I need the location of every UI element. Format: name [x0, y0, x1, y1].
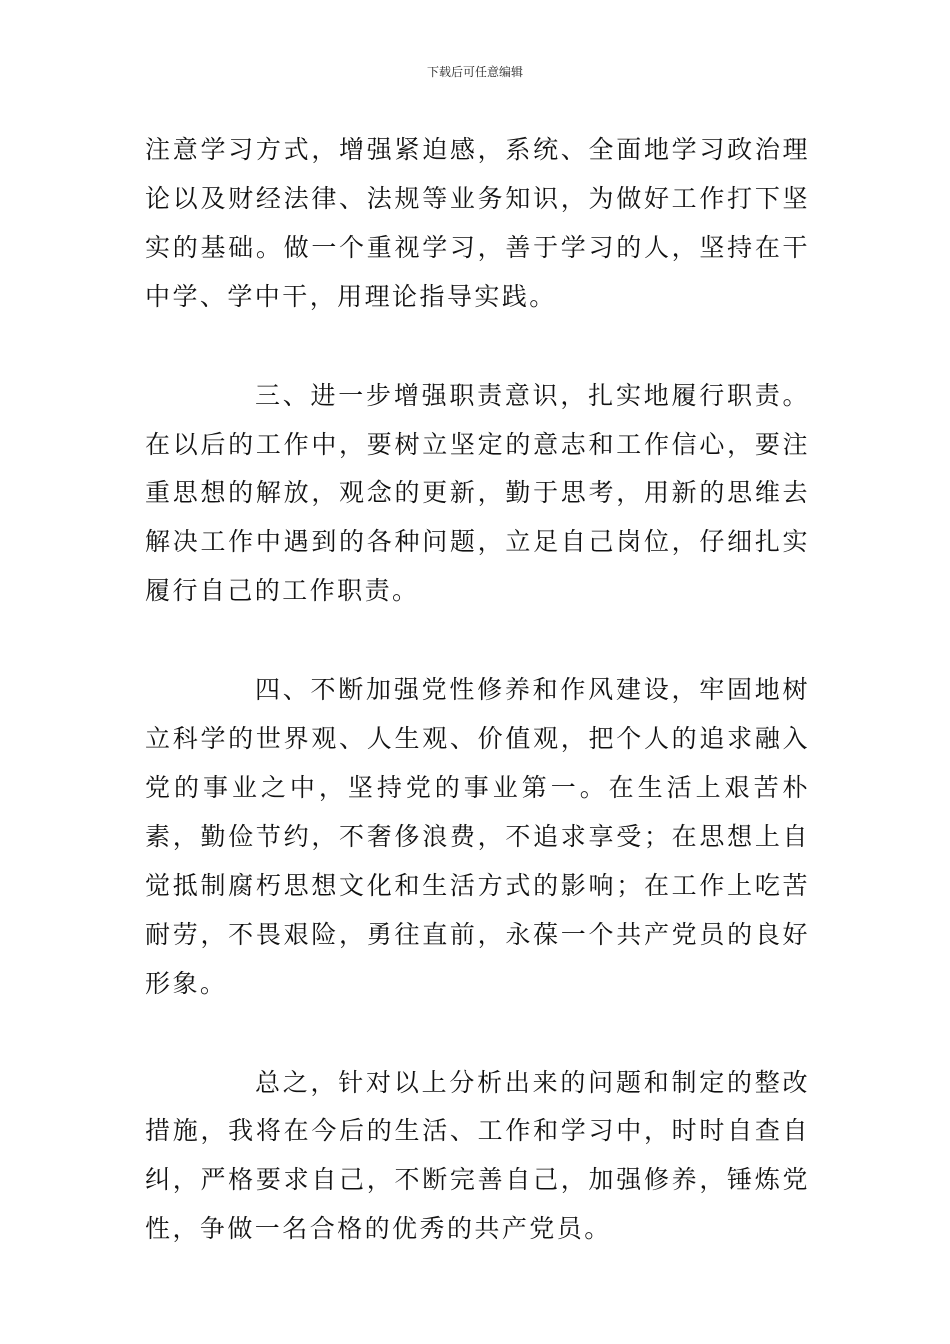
- document-body: [145, 126, 810, 1254]
- paragraph-study-method: 注意学习方式，增强紧迫感，系统、全面地学习政治理论以及财经法律、法规等业务知识，为做好工作打下坚实的基础。做一个重视学习，善于学习的人，坚持在干中学、学中干，用理论指导实践。: [145, 135, 810, 311]
- page-header-caption: 下载后可任意编辑: [426, 65, 523, 79]
- paragraph-section-four: 四、不断加强党性修养和作风建设，牢固地树立科学的世界观、人生观、价值观，把个人的追求融入党的事业之中，坚持党的事业第一。在生活上艰苦朴素，勤俭节约，不奢侈浪费，不追求享受；在思想上自觉抵制腐朽思想文化和生活方式的影响；在工作上吃苦耐劳，不畏艰险，勇往直前，永葆一个共产党员的良好形象。: [145, 675, 810, 998]
- paragraph-section-three: 三、进一步增强职责意识，扎实地履行职责。在以后的工作中，要树立坚定的意志和工作信心，要注重思想的解放，观念的更新，勤于思考，用新的思维去解决工作中遇到的各种问题，立足自己岗位，仔细扎实履行自己的工作职责。: [145, 380, 810, 606]
- paragraph-conclusion: 总之，针对以上分析出来的问题和制定的整改措施，我将在今后的生活、工作和学习中，时时自查自纠，严格要求自己，不断完善自己，加强修养，锤炼党性，争做一名合格的优秀的共产党员。: [145, 1067, 810, 1244]
